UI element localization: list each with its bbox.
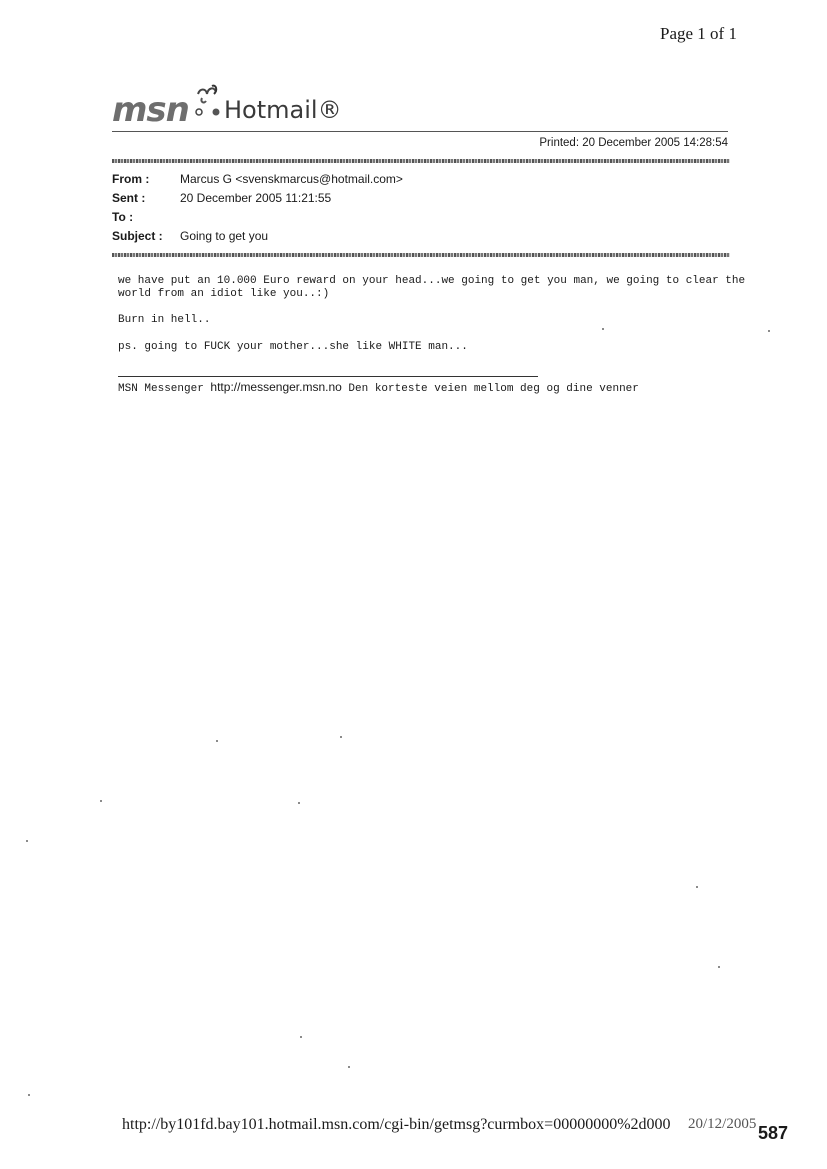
scan-speck [768,330,770,332]
msn-hotmail-logo [112,84,342,130]
msn-butterfly-icon [190,84,224,120]
signature-divider [118,376,538,377]
message-body-line: world from an idiot like you..:) [118,288,330,300]
subject-label: Subject : [112,229,163,243]
page-number: Page 1 of 1 [660,24,737,43]
scan-speck [298,802,300,804]
footer-date: 20/12/2005 [688,1116,757,1132]
scan-speck [216,740,218,742]
scan-speck [348,1066,350,1068]
logo-msn-text: msn [112,90,189,130]
headers-top-divider [112,159,730,163]
message-body-line: ps. going to FUCK your mother...she like WHITE man... [118,341,468,353]
message-body-line: we have put an 10.000 Euro reward on your head...we going to get you man, we going to clear the [118,275,746,287]
sent-label: Sent : [112,191,146,205]
scan-speck [28,1094,30,1096]
messenger-link[interactable]: http://messenger.msn.no [210,380,342,394]
signature-prefix: MSN Messenger [118,383,211,395]
header-divider [112,131,728,132]
scan-speck [100,800,102,802]
scan-speck [26,840,28,842]
signature-suffix: Den korteste veien mellom deg og dine venner [341,383,639,395]
footer-url: http://by101fd.bay101.hotmail.msn.com/cgi-bin/getmsg?curmbox=00000000%2d000 [122,1116,671,1133]
scan-speck [602,328,604,330]
scan-speck [300,1036,302,1038]
bates-number: 587 [758,1123,789,1143]
scan-speck [696,886,698,888]
to-label: To : [112,210,134,224]
headers-bottom-divider [112,253,730,257]
sent-value: 20 December 2005 11:21:55 [180,191,332,205]
signature-line [118,380,639,395]
from-value: Marcus G <svenskmarcus@hotmail.com> [180,172,403,186]
from-label: From : [112,172,150,186]
message-body-line: Burn in hell.. [118,314,211,326]
printed-timestamp: Printed: 20 December 2005 14:28:54 [539,137,728,149]
logo-hotmail-text: Hotmail® [224,96,342,124]
scan-speck [340,736,342,738]
subject-value: Going to get you [180,229,269,243]
scan-speck [718,966,720,968]
